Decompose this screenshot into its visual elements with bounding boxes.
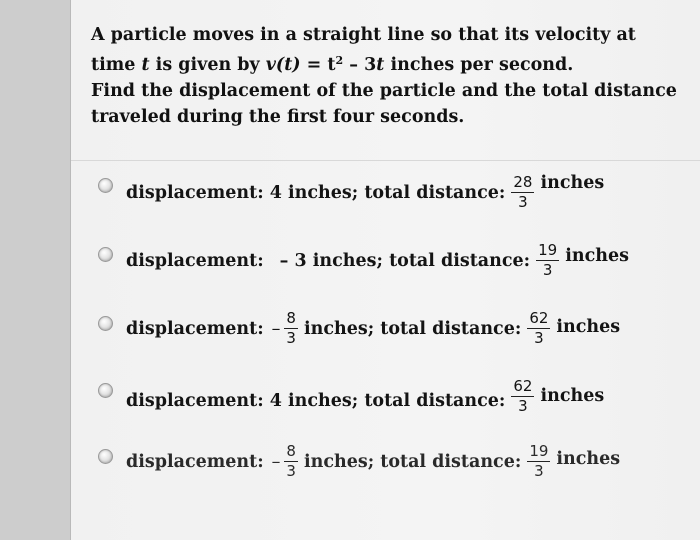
question-line-1: A particle moves in a straight line so that its velocity at: [91, 25, 636, 45]
answer-option-2[interactable]: [71, 242, 700, 302]
fraction-denominator: 3: [534, 462, 544, 481]
question-line-3: Find the displacement of the particle and the total distance: [91, 81, 677, 101]
radio-button-3[interactable]: [98, 316, 113, 331]
option-3-unit: inches: [556, 316, 621, 337]
option-2-displacement: – 3 inches; total distance:: [279, 250, 531, 271]
option-5-text: [126, 443, 620, 480]
radio-button-4[interactable]: [98, 383, 113, 398]
option-3-mid: inches; total distance:: [303, 318, 522, 339]
option-4-text: [126, 378, 604, 415]
fraction-numerator: 62: [529, 309, 549, 327]
q2-t: t: [141, 55, 150, 75]
divider: [71, 160, 700, 161]
option-2-text: [126, 242, 629, 279]
question-line-2: [91, 48, 651, 78]
fraction-numerator: 19: [529, 442, 549, 460]
radio-button-2[interactable]: [98, 247, 113, 262]
option-5-mid: inches; total distance:: [303, 451, 522, 472]
question-line-4: traveled during the first four seconds.: [91, 107, 465, 127]
q2-exp: 2: [335, 54, 344, 67]
fraction-denominator: 3: [518, 193, 528, 212]
option-1-unit: inches: [540, 172, 605, 193]
option-1-label: displacement: 4 inches; total distance:: [126, 182, 506, 203]
q2-b: is given by: [149, 55, 266, 75]
option-3-text: [126, 310, 620, 347]
fraction-numerator: 8: [286, 309, 296, 327]
q2-eq: = t: [300, 55, 336, 75]
question-text: [91, 22, 677, 130]
q2-a: time: [91, 55, 142, 75]
option-5-unit: inches: [556, 448, 621, 469]
fraction-numerator: 8: [286, 442, 296, 460]
option-3-minus: –: [271, 318, 281, 339]
fraction-denominator: 3: [286, 329, 296, 348]
fraction-denominator: 3: [542, 261, 553, 280]
option-5-minus: –: [271, 451, 281, 472]
radio-button-1[interactable]: [98, 178, 113, 193]
answer-option-4[interactable]: [71, 378, 700, 438]
option-4-distance-fraction: [511, 378, 534, 415]
option-3-displacement-fraction: [284, 310, 298, 347]
option-1-text: [126, 174, 604, 211]
answer-option-3[interactable]: [71, 310, 700, 370]
option-3-distance-fraction: [527, 310, 550, 347]
option-5-distance-fraction: [527, 443, 550, 480]
q2-t2: t: [376, 55, 385, 75]
q2-v: v(t): [265, 55, 301, 75]
option-4-unit: inches: [540, 385, 605, 406]
fraction-numerator: 62: [513, 377, 533, 395]
option-2-distance-fraction: [536, 242, 559, 279]
option-5-label: displacement:: [126, 451, 264, 472]
fraction-numerator: 28: [513, 173, 533, 191]
fraction-numerator: 19: [538, 241, 558, 259]
option-1-distance-fraction: [511, 174, 534, 211]
answer-option-1[interactable]: [71, 172, 700, 232]
answer-option-5[interactable]: [71, 443, 700, 503]
fraction-denominator: 3: [534, 329, 544, 348]
radio-button-5[interactable]: [98, 449, 113, 464]
question-panel: [70, 0, 700, 540]
option-4-label: displacement: 4 inches; total distance:: [126, 390, 506, 411]
option-2-label: displacement:: [126, 250, 264, 271]
option-5-displacement-fraction: [284, 443, 298, 480]
fraction-denominator: 3: [518, 397, 528, 416]
q2-d: inches per second.: [384, 55, 574, 75]
option-3-label: displacement:: [126, 318, 264, 339]
q2-c: – 3: [343, 55, 377, 75]
option-2-unit: inches: [565, 245, 629, 266]
fraction-denominator: 3: [286, 462, 296, 481]
